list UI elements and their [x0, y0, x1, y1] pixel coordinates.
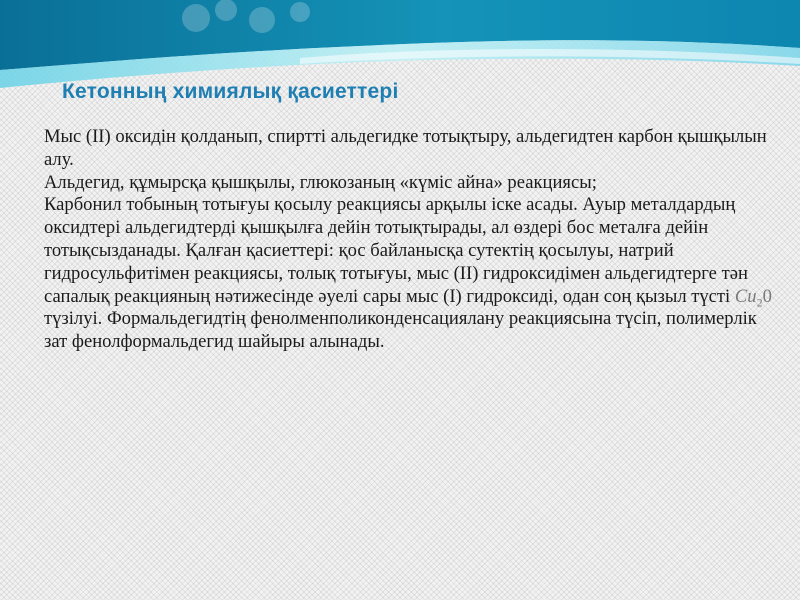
slide-title: Кетонның химиялық қасиеттері	[62, 80, 399, 103]
paragraph: Мыс (II) оксидін қолданып, спиртті альдегидке тотықтыру, альдегидтен карбон қышқылын алу.	[44, 126, 767, 170]
paragraph: Альдегид, құмырсқа қышқылы, глюкозаның «күміс айна» реакциясы;	[44, 171, 597, 193]
formula-suffix: 0	[762, 285, 772, 307]
paragraph-with-formula	[44, 194, 774, 354]
chemical-formula	[734, 285, 772, 310]
body-text	[44, 126, 774, 354]
formula-symbol: Cu	[734, 285, 757, 307]
paragraph-text: Карбонил тобының тотығуы қосылу реакциясы арқылы іске асады. Ауыр металдардың оксидтері альдегидтерді қышқылға дейін тотықтырады, ал өздері бос металға дейін тотықсызданады. Қалған қасиеттері: қос байланысқа сутектің қосылуы, натрий гидросульфитімен реакциясы, толық тотығуы, мыс (II) гидроксидімен альдегидтерге тән сапалық реакцияның нәтижесінде әуелі сары мыс (I) гидроксиді, одан соң қызыл түсті	[44, 194, 748, 307]
formula-subscript: 2	[756, 295, 763, 310]
closing-text: түзілуі. Формальдегидтің фенолменполиконденсациялану реакциясына түсіп, полимерлік зат фенолформальдегид шайыры алынады.	[44, 308, 757, 353]
